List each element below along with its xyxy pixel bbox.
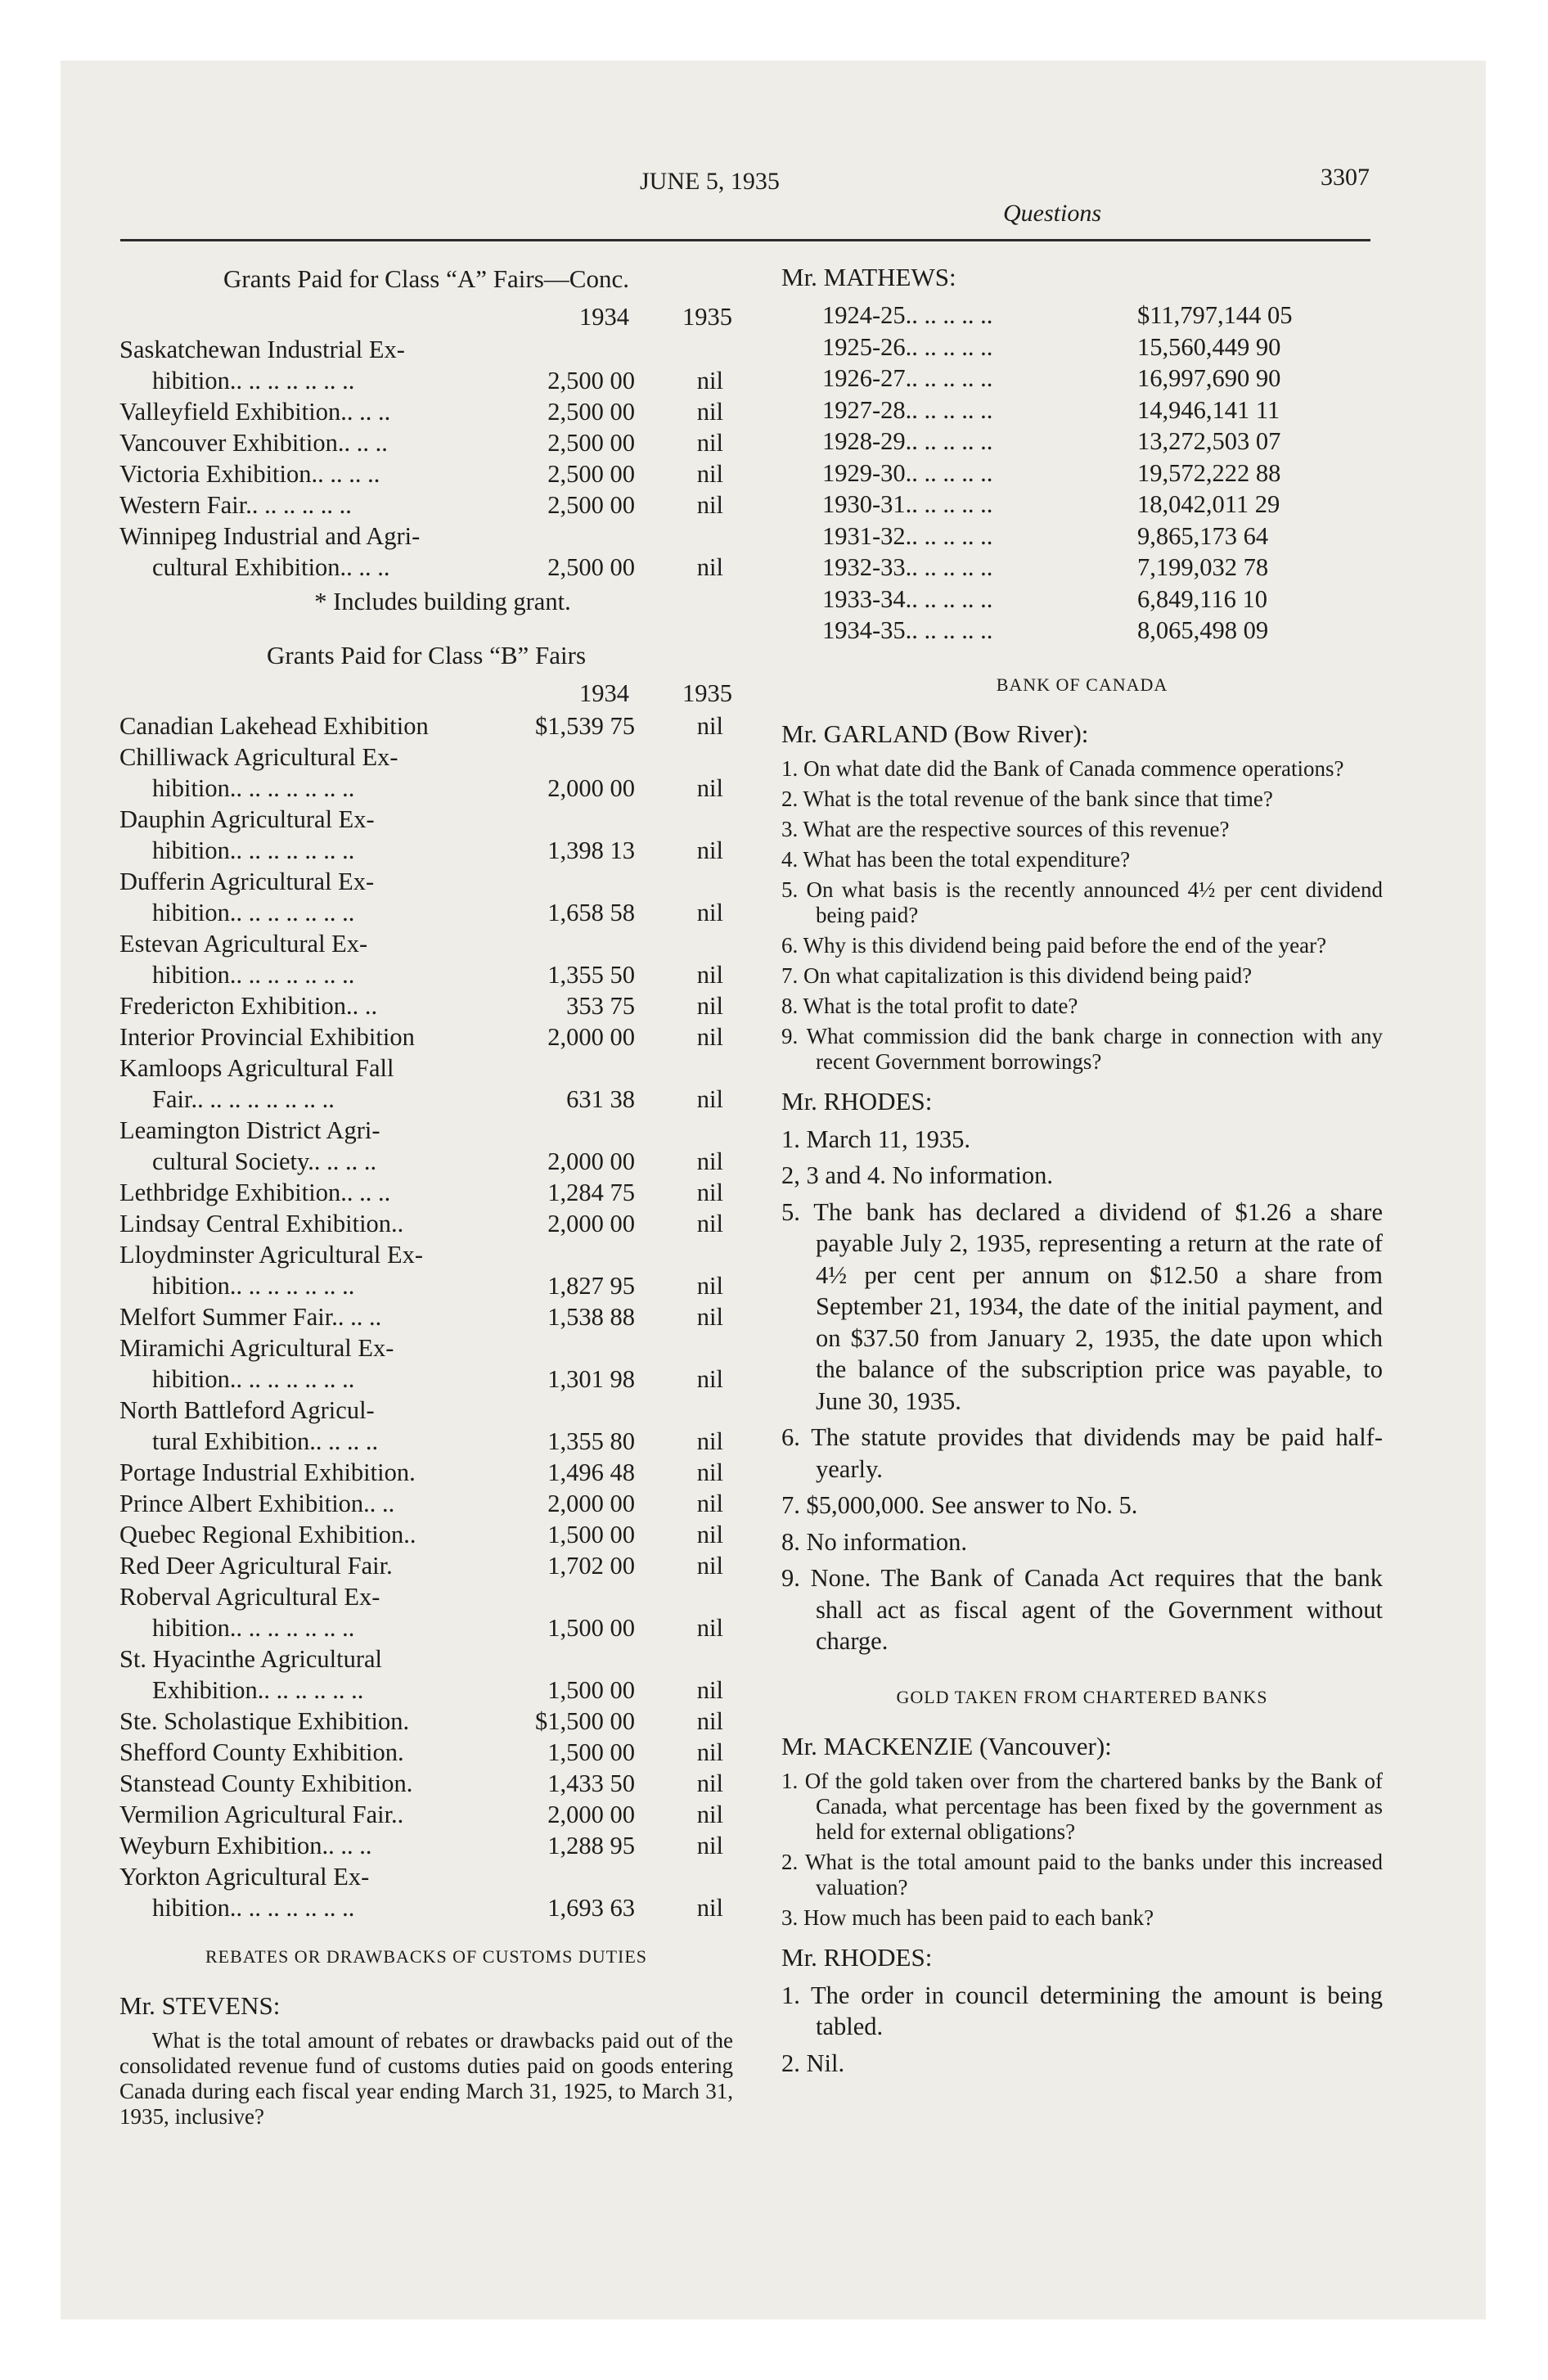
fiscal-year: 1927-28.. .. .. .. .. — [822, 395, 993, 424]
grant-1934: 2,000 00 — [547, 1023, 635, 1051]
fair-name: Western Fair.. .. .. .. .. .. — [119, 491, 352, 519]
class-a-note: * Includes building grant. — [314, 588, 571, 615]
table-row-name-line — [119, 1239, 733, 1270]
rebate-amount: 13,272,503 07 — [1137, 427, 1281, 455]
rebate-amount: $11,797,144 05 — [1137, 301, 1293, 329]
numbered-paragraph: 8. What is the total profit to date? — [781, 993, 1078, 1018]
grant-1935: nil — [696, 1147, 723, 1175]
fair-name: Ste. Scholastique Exhibition. — [119, 1707, 410, 1735]
fair-name-continued: hibition.. .. .. .. .. .. .. — [152, 899, 355, 926]
numbered-paragraph: 2, 3 and 4. No information. — [781, 1161, 1054, 1189]
grant-1934: 1,355 50 — [547, 961, 635, 989]
table-row — [119, 1488, 733, 1519]
grant-1935: nil — [696, 1210, 723, 1237]
grant-1935: nil — [696, 1801, 723, 1828]
grant-1934: 1,693 63 — [547, 1894, 635, 1922]
table-row — [119, 1426, 733, 1457]
list-item — [781, 331, 1383, 363]
class-b-table — [119, 710, 733, 1923]
grant-1934: 1,284 75 — [547, 1179, 635, 1206]
grant-1934: $1,539 75 — [535, 712, 635, 740]
table-row-name-line — [119, 741, 733, 773]
fair-name: Prince Albert Exhibition.. .. — [119, 1490, 395, 1517]
table-row — [119, 1021, 733, 1053]
rebate-amount: 16,997,690 90 — [1137, 364, 1281, 392]
rebate-amount: 7,199,032 78 — [1137, 553, 1269, 581]
rebate-amount: 9,865,173 64 — [1137, 521, 1269, 550]
fair-name: Dauphin Agricultural Ex- — [119, 805, 375, 833]
fair-name: Victoria Exhibition.. .. .. .. — [119, 460, 380, 488]
rebate-amount: 6,849,116 10 — [1137, 584, 1267, 613]
fiscal-year: 1932-33.. .. .. .. .. — [822, 553, 993, 581]
fiscal-year: 1931-32.. .. .. .. .. — [822, 521, 993, 550]
grant-1934: 2,500 00 — [547, 491, 635, 519]
bank-speaker: Mr. GARLAND (Bow River): — [781, 719, 1089, 748]
grant-1935: nil — [696, 1303, 723, 1331]
grant-1935: nil — [696, 553, 723, 581]
table-row — [119, 1830, 733, 1861]
fair-name-continued: tural Exhibition.. .. .. .. — [152, 1427, 379, 1455]
grant-1934: 2,000 00 — [547, 1147, 635, 1175]
grant-1934: 2,000 00 — [547, 1210, 635, 1237]
class-a-heading: Grants Paid for Class “A” Fairs—Conc. — [223, 264, 629, 293]
section-title: Questions — [1003, 200, 1101, 227]
fair-name: Stanstead County Exhibition. — [119, 1769, 413, 1797]
grant-1934: 1,500 00 — [547, 1676, 635, 1704]
fair-name-continued: hibition.. .. .. .. .. .. .. — [152, 1894, 355, 1922]
page-date: JUNE 5, 1935 — [640, 168, 780, 195]
grant-1935: nil — [696, 992, 723, 1020]
table-row — [119, 552, 733, 583]
numbered-paragraph: 2. What is the total revenue of the bank since that time? — [781, 786, 1273, 811]
table-row — [119, 458, 733, 489]
numbered-paragraph: 2. Nil. — [781, 2049, 845, 2077]
grant-1935: nil — [696, 712, 723, 740]
fiscal-year: 1929-30.. .. .. .. .. — [822, 458, 993, 487]
table-row — [119, 835, 733, 866]
table-row — [119, 1675, 733, 1706]
class-b-year-1: 1934 — [579, 679, 629, 707]
grant-1934: 2,500 00 — [547, 398, 635, 426]
table-row — [119, 1612, 733, 1643]
table-row — [119, 1737, 733, 1768]
fiscal-year: 1928-29.. .. .. .. .. — [822, 427, 993, 455]
table-row-name-line — [119, 521, 733, 552]
numbered-paragraph: 2. What is the total amount paid to the banks under this increased valuation? — [781, 1849, 1383, 1900]
grant-1935: nil — [696, 1272, 723, 1300]
numbered-paragraph: 4. What has been the total expenditure? — [781, 846, 1131, 872]
grant-1935: nil — [696, 1894, 723, 1922]
fair-name: Red Deer Agricultural Fair. — [119, 1552, 393, 1580]
fiscal-year: 1933-34.. .. .. .. .. — [822, 584, 993, 613]
class-a-year-2: 1935 — [682, 303, 732, 331]
list-item — [781, 615, 1383, 647]
fair-name-continued: hibition.. .. .. .. .. .. .. — [152, 367, 355, 394]
right-column — [781, 262, 1383, 2084]
fair-name: North Battleford Agricul- — [119, 1396, 375, 1424]
fair-name: Canadian Lakehead Exhibition — [119, 712, 429, 740]
grant-1935: nil — [696, 1023, 723, 1051]
grant-1934: 1,398 13 — [547, 836, 635, 864]
fair-name: Valleyfield Exhibition.. .. .. — [119, 398, 391, 426]
grant-1935: nil — [696, 1552, 723, 1580]
fair-name-continued: hibition.. .. .. .. .. .. .. — [152, 1365, 355, 1393]
table-row — [119, 1550, 733, 1581]
grant-1935: nil — [696, 1490, 723, 1517]
fair-name: Lindsay Central Exhibition.. — [119, 1210, 404, 1237]
fair-name: Roberval Agricultural Ex- — [119, 1583, 380, 1611]
grant-1935: nil — [696, 899, 723, 926]
grant-1934: 353 75 — [566, 992, 635, 1020]
bank-questions — [781, 756, 1383, 1075]
grant-1934: 2,000 00 — [547, 1801, 635, 1828]
numbered-paragraph: 7. $5,000,000. See answer to No. 5. — [781, 1491, 1138, 1519]
list-item — [781, 458, 1383, 489]
table-row — [119, 897, 733, 928]
fair-name-continued: hibition.. .. .. .. .. .. .. — [152, 774, 355, 802]
grant-1934: 1,827 95 — [547, 1272, 635, 1300]
table-row — [119, 1457, 733, 1488]
fair-name: Fredericton Exhibition.. .. — [119, 992, 378, 1020]
fair-name: St. Hyacinthe Agricultural — [119, 1645, 383, 1673]
grant-1934: $1,500 00 — [535, 1707, 635, 1735]
grant-1934: 1,288 95 — [547, 1832, 635, 1859]
rebate-amount: 14,946,141 11 — [1137, 395, 1280, 424]
fair-name: Lloydminster Agricultural Ex- — [119, 1241, 424, 1269]
list-item — [781, 521, 1383, 552]
numbered-paragraph: 9. None. The Bank of Canada Act requires that the bank shall act as fiscal agent of the Government without charge. — [781, 1564, 1383, 1655]
fair-name: Yorkton Agricultural Ex- — [119, 1863, 370, 1891]
gold-heading: GOLD TAKEN FROM CHARTERED BANKS — [896, 1686, 1268, 1707]
rebate-amount: 19,572,222 88 — [1137, 458, 1281, 487]
rebates-heading: REBATES OR DRAWBACKS OF CUSTOMS DUTIES — [205, 1946, 648, 1967]
fair-name-continued: Fair.. .. .. .. .. .. .. .. — [152, 1085, 335, 1113]
fair-name: Leamington District Agri- — [119, 1116, 380, 1144]
table-row — [119, 427, 733, 458]
fiscal-year: 1925-26.. .. .. .. .. — [822, 332, 993, 361]
grant-1935: nil — [696, 774, 723, 802]
grant-1934: 1,301 98 — [547, 1365, 635, 1393]
table-row — [119, 1706, 733, 1737]
fair-name: Miramichi Agricultural Ex- — [119, 1334, 394, 1362]
table-row-name-line — [119, 1332, 733, 1364]
fair-name: Estevan Agricultural Ex- — [119, 930, 368, 958]
grant-1935: nil — [696, 836, 723, 864]
grant-1934: 1,433 50 — [547, 1769, 635, 1797]
grant-1935: nil — [696, 1458, 723, 1486]
grant-1935: nil — [696, 1738, 723, 1766]
numbered-paragraph: 3. How much has been paid to each bank? — [781, 1904, 1154, 1930]
table-row — [119, 489, 733, 521]
gold-speaker: Mr. MACKENZIE (Vancouver): — [781, 1731, 1112, 1760]
fair-name-continued: hibition.. .. .. .. .. .. .. — [152, 961, 355, 989]
fair-name: Quebec Regional Exhibition.. — [119, 1521, 416, 1548]
rebate-amount: 8,065,498 09 — [1137, 616, 1269, 644]
table-row — [119, 1270, 733, 1301]
mathews-table — [781, 300, 1383, 647]
table-row — [119, 396, 733, 427]
grant-1935: nil — [696, 1521, 723, 1548]
grant-1935: nil — [696, 1614, 723, 1642]
grant-1934: 1,500 00 — [547, 1521, 635, 1548]
grant-1934: 2,000 00 — [547, 1490, 635, 1517]
numbered-paragraph: 9. What commission did the bank charge in connection with any recent Government borrowings? — [781, 1023, 1383, 1074]
table-row-name-line — [119, 334, 733, 365]
fair-name: Vancouver Exhibition.. .. .. — [119, 429, 388, 457]
fair-name: Kamloops Agricultural Fall — [119, 1054, 394, 1082]
grant-1935: nil — [696, 1179, 723, 1206]
fiscal-year: 1926-27.. .. .. .. .. — [822, 364, 993, 392]
gold-questions — [781, 1769, 1383, 1931]
grant-1934: 1,538 88 — [547, 1303, 635, 1331]
grant-1935: nil — [696, 398, 723, 426]
fiscal-year: 1924-25.. .. .. .. .. — [822, 301, 993, 329]
gold-answers — [781, 1980, 1383, 2080]
numbered-paragraph: 1. The order in council determining the amount is being tabled. — [781, 1981, 1383, 2040]
grant-1935: nil — [696, 1769, 723, 1797]
rebates-question: What is the total amount of rebates or drawbacks paid out of the consolidated revenue fund of customs duties paid on goods entering Canada during each fiscal year ending March 31, 1925, to March 31, 1935, inclusive? — [119, 2028, 733, 2129]
class-b-year-header — [119, 678, 733, 710]
table-row-name-line — [119, 1115, 733, 1146]
fair-name-continued: hibition.. .. .. .. .. .. .. — [152, 1272, 355, 1300]
fair-name: Dufferin Agricultural Ex- — [119, 868, 375, 895]
list-item — [781, 584, 1383, 615]
grant-1934: 1,658 58 — [547, 899, 635, 926]
grant-1934: 1,500 00 — [547, 1614, 635, 1642]
bank-answer-speaker: Mr. RHODES: — [781, 1086, 933, 1116]
grant-1934: 2,500 00 — [547, 460, 635, 488]
table-row — [119, 1768, 733, 1799]
grant-1934: 1,500 00 — [547, 1738, 635, 1766]
class-a-table — [119, 334, 733, 583]
grant-1935: nil — [696, 1832, 723, 1859]
table-row — [119, 1084, 733, 1115]
grant-1934: 2,500 00 — [547, 553, 635, 581]
fair-name: Saskatchewan Industrial Ex- — [119, 336, 405, 363]
class-b-year-2: 1935 — [682, 679, 732, 707]
fair-name: Lethbridge Exhibition.. .. .. — [119, 1179, 391, 1206]
fair-name: Shefford County Exhibition. — [119, 1738, 404, 1766]
numbered-paragraph: 6. Why is this dividend being paid before the end of the year? — [781, 932, 1327, 958]
numbered-paragraph: 1. March 11, 1935. — [781, 1125, 970, 1153]
table-row — [119, 1146, 733, 1177]
grant-1935: nil — [696, 961, 723, 989]
numbered-paragraph: 7. On what capitalization is this dividend being paid? — [781, 962, 1253, 988]
numbered-paragraph: 1. On what date did the Bank of Canada commence operations? — [781, 755, 1344, 781]
grant-1935: nil — [696, 1427, 723, 1455]
table-row-name-line — [119, 1053, 733, 1084]
table-row-name-line — [119, 1861, 733, 1892]
numbered-paragraph: 8. No information. — [781, 1527, 968, 1556]
fair-name: Portage Industrial Exhibition. — [119, 1458, 416, 1486]
fair-name-continued: hibition.. .. .. .. .. .. .. — [152, 1614, 355, 1642]
fair-name: Vermilion Agricultural Fair.. — [119, 1801, 404, 1828]
list-item — [781, 489, 1383, 521]
list-item — [781, 300, 1383, 331]
numbered-paragraph: 6. The statute provides that dividends may be paid half-yearly. — [781, 1423, 1383, 1483]
table-row-name-line — [119, 804, 733, 835]
table-row — [119, 1177, 733, 1208]
grant-1934: 2,500 00 — [547, 367, 635, 394]
grant-1935: nil — [696, 429, 723, 457]
fair-name: Winnipeg Industrial and Agri- — [119, 522, 421, 550]
grant-1935: nil — [696, 491, 723, 519]
grant-1935: nil — [696, 1707, 723, 1735]
left-column — [119, 262, 733, 2130]
table-row — [119, 1301, 733, 1332]
grant-1935: nil — [696, 1365, 723, 1393]
fair-name: Melfort Summer Fair.. .. .. — [119, 1303, 382, 1331]
grant-1934: 1,496 48 — [547, 1458, 635, 1486]
rebate-amount: 18,042,011 29 — [1137, 490, 1280, 518]
table-row — [119, 365, 733, 396]
grant-1934: 1,702 00 — [547, 1552, 635, 1580]
grant-1935: nil — [696, 1085, 723, 1113]
list-item — [781, 394, 1383, 426]
table-row — [119, 1799, 733, 1830]
rebate-amount: 15,560,449 90 — [1137, 332, 1281, 361]
fair-name: Weyburn Exhibition.. .. .. — [119, 1832, 372, 1859]
table-row-name-line — [119, 1395, 733, 1426]
mathews-speaker: Mr. MATHEWS: — [781, 263, 956, 291]
table-row-name-line — [119, 1643, 733, 1675]
rebates-speaker: Mr. STEVENS: — [119, 1991, 281, 2020]
table-row — [119, 710, 733, 741]
numbered-paragraph: 5. On what basis is the recently announced 4½ per cent dividend being paid? — [781, 877, 1383, 927]
table-row — [119, 1892, 733, 1923]
fiscal-year: 1930-31.. .. .. .. .. — [822, 490, 993, 518]
table-row-name-line — [119, 1581, 733, 1612]
table-row-name-line — [119, 866, 733, 897]
fair-name-continued: cultural Exhibition.. .. .. — [152, 553, 390, 581]
grant-1935: nil — [696, 367, 723, 394]
table-row — [119, 1208, 733, 1239]
fair-name-continued: hibition.. .. .. .. .. .. .. — [152, 836, 355, 864]
list-item — [781, 552, 1383, 584]
fair-name-continued: cultural Society.. .. .. .. — [152, 1147, 377, 1175]
page-number: 3307 — [1321, 164, 1370, 191]
header-rule — [120, 239, 1370, 241]
table-row — [119, 959, 733, 990]
fair-name: Chilliwack Agricultural Ex- — [119, 743, 398, 771]
grant-1935: nil — [696, 1676, 723, 1704]
numbered-paragraph: 5. The bank has declared a dividend of $1.26 a share payable July 2, 1935, representing a return at the rate of 4½ per cent per annum on $12.50 a share from September 21, 1934, the date of the initial payment, and on $37.50 from January 2, 1935, the date upon which the balance of the subscription price was payable, to June 30, 1935. — [781, 1197, 1383, 1415]
list-item — [781, 426, 1383, 458]
numbered-paragraph: 1. Of the gold taken over from the chartered banks by the Bank of Canada, what percentage has been fixed by the government as held for external obligations? — [781, 1768, 1383, 1844]
list-item — [781, 363, 1383, 394]
numbered-paragraph: 3. What are the respective sources of this revenue? — [781, 816, 1230, 841]
class-a-year-header — [119, 301, 733, 334]
gold-answer-speaker: Mr. RHODES: — [781, 1942, 933, 1972]
table-row-name-line — [119, 928, 733, 959]
bank-heading: BANK OF CANADA — [996, 674, 1168, 695]
table-row — [119, 773, 733, 804]
class-b-heading: Grants Paid for Class “B” Fairs — [266, 641, 587, 669]
fair-name: Interior Provincial Exhibition — [119, 1023, 415, 1051]
grant-1934: 1,355 80 — [547, 1427, 635, 1455]
table-row — [119, 1519, 733, 1550]
bank-answers — [781, 1124, 1383, 1657]
fair-name-continued: Exhibition.. .. .. .. .. .. — [152, 1676, 364, 1704]
table-row — [119, 990, 733, 1021]
fiscal-year: 1934-35.. .. .. .. .. — [822, 616, 993, 644]
grant-1935: nil — [696, 460, 723, 488]
grant-1934: 2,500 00 — [547, 429, 635, 457]
grant-1934: 2,000 00 — [547, 774, 635, 802]
table-row — [119, 1364, 733, 1395]
class-a-year-1: 1934 — [579, 303, 629, 331]
grant-1934: 631 38 — [566, 1085, 635, 1113]
